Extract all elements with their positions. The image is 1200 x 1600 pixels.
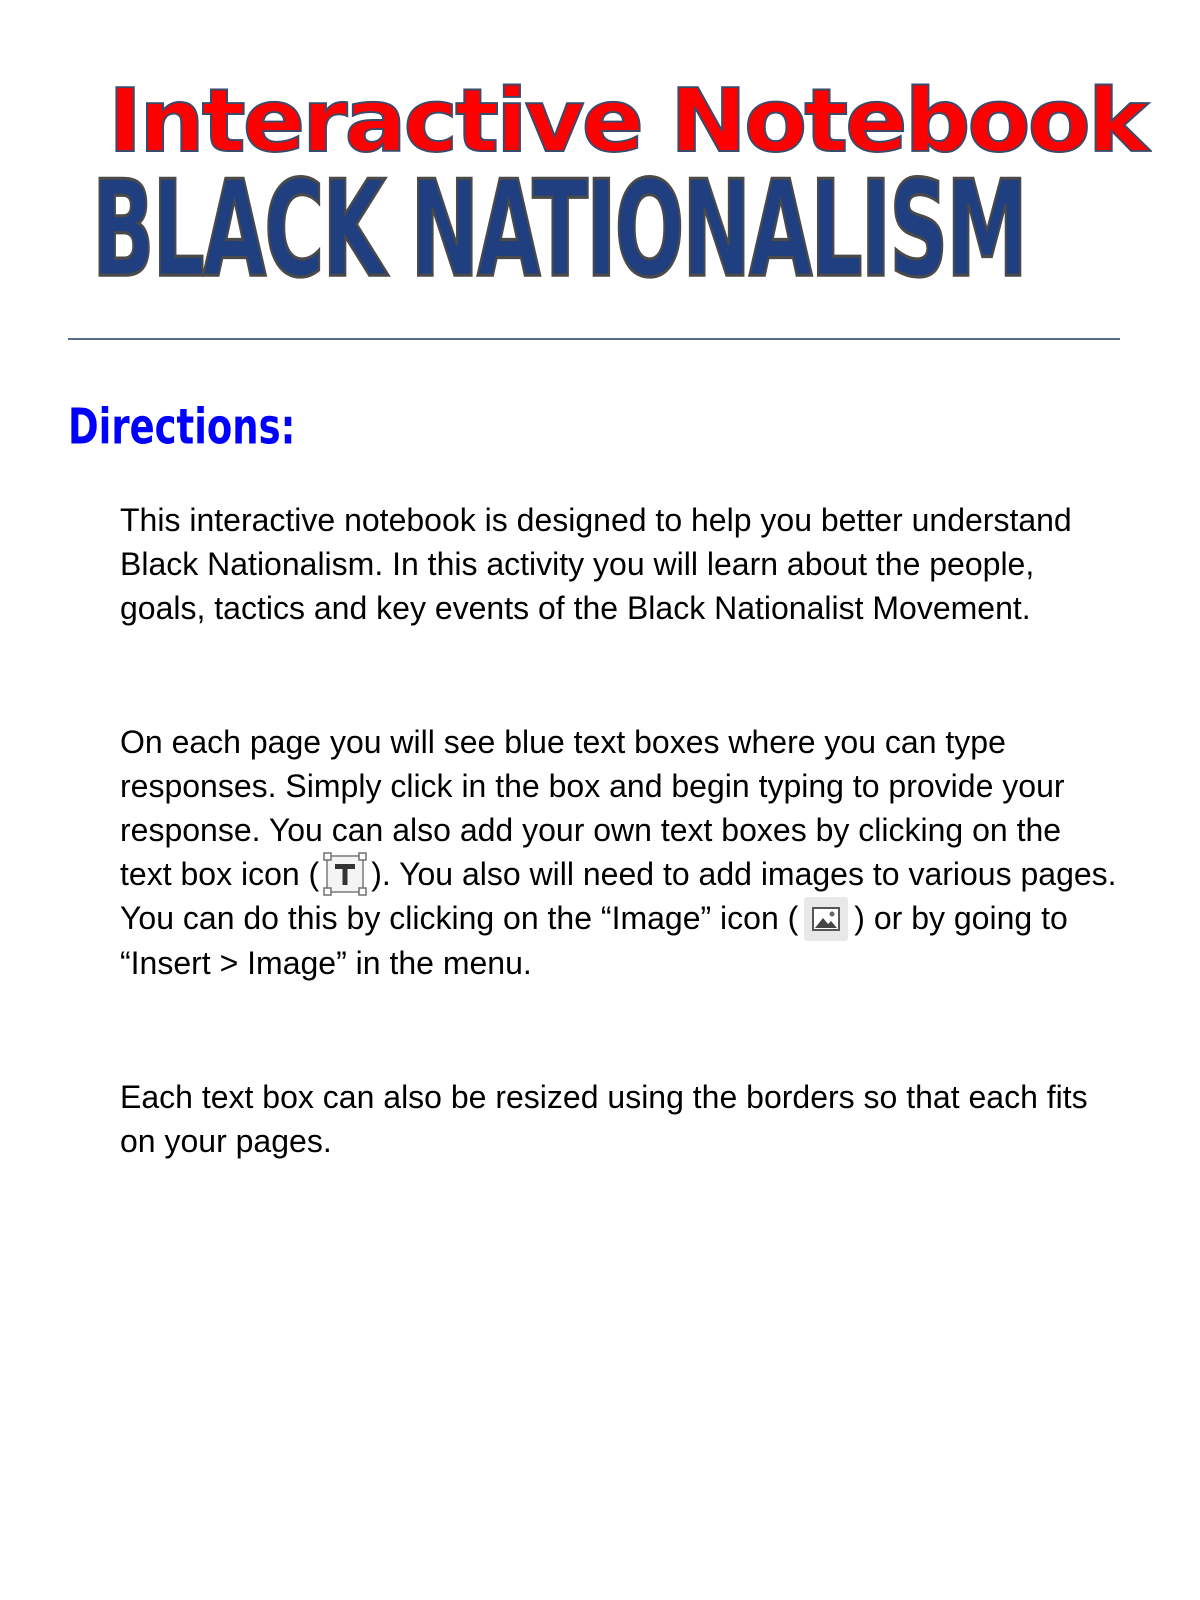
divider-line (68, 338, 1120, 340)
instructions-text-part3: ) or by going to “Insert > Image” in the menu. (120, 900, 1068, 981)
instructions-text-part2: ). You also will need to add images to various pages. You can do this by clicking on the “Image” icon ( (120, 856, 1117, 936)
directions-paragraph-intro: This interactive notebook is designed to help you better understand Black Nationalism. In this activity you will learn about the people, goals, tactics and key events of the Black Nationalist Movement. (120, 502, 1072, 626)
directions-paragraph-resize: Each text box can also be resized using the borders so that each fits on your pages. (120, 1079, 1088, 1159)
title-black-nationalism: BLACK NATIONALISM (92, 153, 1026, 308)
instructions-text-part1: On each page you will see blue text boxes where you can type responses. Simply click in the box and begin typing to provide your response. You can also add your own text boxes by clicking on the text box icon ( (120, 724, 1065, 892)
directions-heading: Directions: (68, 398, 296, 456)
directions-paragraph-instructions (120, 720, 1120, 985)
title-interactive-notebook: Interactive Notebook (108, 70, 1147, 173)
image-icon (804, 897, 848, 941)
text-box-icon (323, 852, 367, 896)
